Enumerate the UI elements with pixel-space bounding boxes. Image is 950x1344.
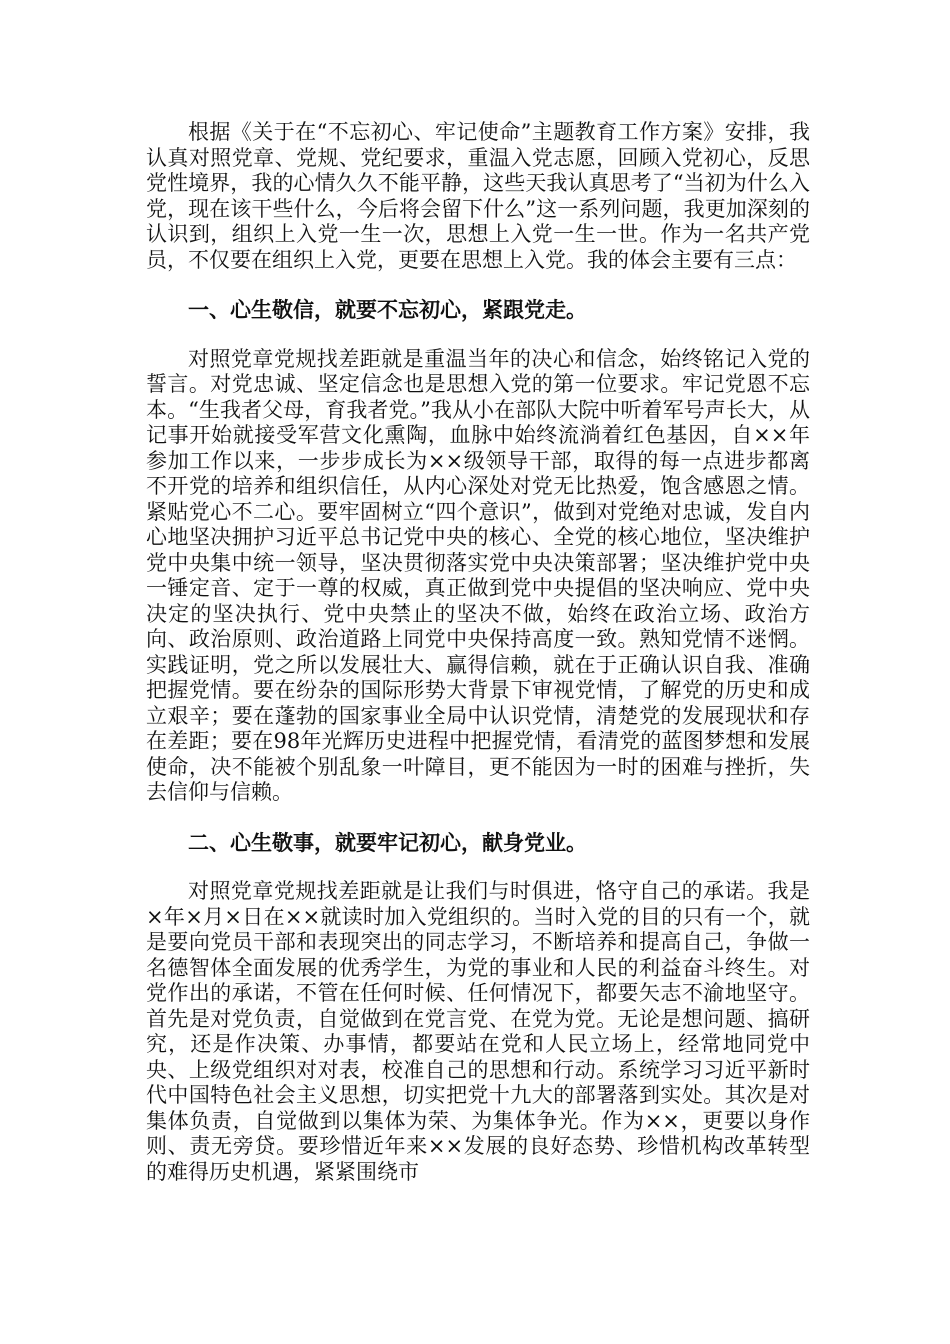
document-page [146, 120, 810, 1185]
section-heading-2: 二、心生敬事，就要牢记初心，献身党业。 [188, 829, 587, 855]
section-heading-1: 一、心生敬信，就要不忘初心，紧跟党走。 [188, 297, 587, 322]
intro-paragraph: 根据《关于在“不忘初心、牢记使命”主题教育工作方案》安排，我认真对照党章、党规、党纪要求，重温入党志愿，回顾入党初心，反思党性境界，我的心情久久不能平静，这些天我认真思考了“当初为什么入党，现在该干些什么，今后将会留下什么”这一系列问题，我更加深刻的认识到，组织上入党一生一次，思想上入党一生一世。作为一名共产党员，不仅要在组织上入党，更要在思想上入党。我的体会主要有三点： [146, 120, 810, 272]
section-1-paragraph: 对照党章党规找差距就是重温当年的决心和信念，始终铭记入党的誓言。对党忠诚、坚定信念也是思想入党的第一位要求。牢记党恩不忘本。“生我者父母，育我者党。”我从小在部队大院中听着军号声长大，从记事开始就接受军营文化熏陶，血脉中始终流淌着红色基因，自××年参加工作以来，一步步成长为××级领导干部，取得的每一点进步都离不开党的培养和组织信任，从内心深处对党无比热爱，饱含感恩之情。紧贴党心不二心。要牢固树立“四个意识”，做到对党绝对忠诚，发自内心地坚决拥护习近平总书记党中央的核心、全党的核心地位，坚决维护党中央集中统一领导，坚决贯彻落实党中央决策部署；坚决维护党中央一锤定音、定于一尊的权威，真正做到党中央提倡的坚决响应、党中央决定的坚决执行、党中央禁止的坚决不做，始终在政治立场、政治方向、政治原则、政治道路上同党中央保持高度一致。熟知党情不迷惘。实践证明，党之所以发展壮大、赢得信赖，就在于正确认识自我、准确把握党情。要在纷杂的国际形势大背景下审视党情，了解党的历史和成立艰辛；要在蓬勃的国家事业全局中认识党情，清楚党的发展现状和存在差距；要在98年光辉历史进程中把握党情，看清党的蓝图梦想和发展使命，决不能被个别乱象一叶障目，更不能因为一时的困难与挫折，失去信仰与信赖。 [146, 346, 810, 804]
section-2-paragraph: 对照党章党规找差距就是让我们与时俱进，恪守自己的承诺。我是×年×月×日在××就读时加入党组织的。当时入党的目的只有一个，就是要向党员干部和表现突出的同志学习，不断培养和提高自己，争做一名德智体全面发展的优秀学生，为党的事业和人民的利益奋斗终生。对党作出的承诺，不管在任何时候、任何情况下，都要矢志不渝地坚守。首先是对党负责，自觉做到在党言党、在党为党。无论是想问题、搞研究，还是作决策、办事情，都要站在党和人民立场上，经常地同党中央、上级党组织对对表，校准自己的思想和行动。系统学习习近平新时代中国特色社会主义思想，切实把党十九大的部署落到实处。其次是对集体负责，自觉做到以集体为荣、为集体争光。作为××，更要以身作则、责无旁贷。要珍惜近年来××发展的良好态势、珍惜机构改革转型的难得历史机遇，紧紧围绕市 [146, 879, 810, 1184]
